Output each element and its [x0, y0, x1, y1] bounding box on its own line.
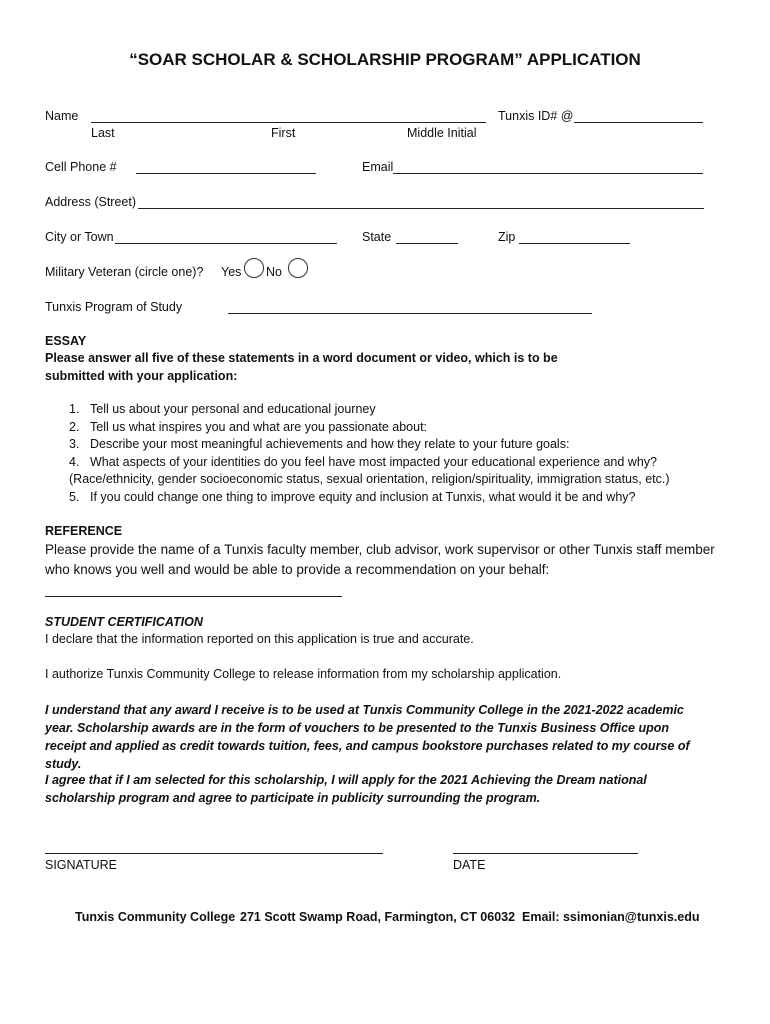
email-field[interactable]	[393, 173, 703, 174]
last-name-caption: Last	[91, 126, 115, 140]
reference-field[interactable]	[45, 596, 342, 597]
essay-item-text: Tell us about your personal and educational journey	[90, 402, 376, 416]
tunxis-id-label: Tunxis ID# @	[498, 109, 574, 123]
certification-agree: I agree that if I am selected for this scholarship, I will apply for the 2021 Achieving the Dream national scholarship program and agree to participate in publicity surrounding the program.	[45, 773, 647, 805]
certification-authorize: I authorize Tunxis Community College to release information from my scholarship application.	[45, 667, 562, 681]
essay-item-text: Describe your most meaningful achievements and how they relate to your future goals:	[90, 437, 570, 451]
essay-item-number: 1.	[69, 402, 80, 416]
veteran-yes-circle[interactable]	[244, 258, 264, 278]
certification-heading: STUDENT CERTIFICATION	[45, 615, 203, 629]
essay-item-note	[45, 471, 670, 489]
signature-field[interactable]	[45, 853, 383, 854]
reference-line2: who knows you well and would be able to provide a recommendation on your behalf:	[45, 562, 550, 577]
city-field[interactable]	[115, 243, 337, 244]
essay-item-text: Tell us what inspires you and what are you passionate about:	[90, 419, 428, 434]
veteran-no-label: No	[266, 265, 282, 279]
name-field[interactable]	[91, 122, 486, 123]
essay-item	[45, 489, 670, 507]
certification-declare: I declare that the information reported on this application is true and accurate.	[45, 632, 474, 646]
essay-item-number: 3.	[69, 437, 80, 451]
essay-item	[45, 454, 670, 472]
reference-line1: Please provide the name of a Tunxis faculty member, club advisor, work supervisor or other Tunxis staff member	[45, 542, 715, 557]
essay-item-number: 4.	[69, 454, 80, 469]
program-label: Tunxis Program of Study	[45, 300, 183, 314]
essay-questions	[45, 401, 670, 506]
name-label: Name	[45, 109, 79, 123]
essay-item	[45, 436, 670, 454]
essay-item-text: (Race/ethnicity, gender socioeconomic status, sexual orientation, religion/spirituality, immigration status, etc.)	[69, 472, 670, 486]
address-label: Address (Street)	[45, 195, 137, 209]
address-field[interactable]	[138, 208, 704, 209]
state-label: State	[362, 230, 392, 244]
middle-initial-caption: Middle Initial	[407, 126, 477, 140]
footer-address: 271 Scott Swamp Road, Farmington, CT 06032	[240, 910, 516, 924]
zip-field[interactable]	[519, 243, 630, 244]
reference-heading: REFERENCE	[45, 524, 123, 538]
date-field[interactable]	[453, 853, 638, 854]
page-title: “SOAR SCHOLAR & SCHOLARSHIP PROGRAM” APPLICATION	[129, 50, 641, 69]
essay-instruction-line1: Please answer all five of these statements in a word document or video, which is to be	[45, 351, 558, 365]
cell-phone-field[interactable]	[136, 173, 316, 174]
veteran-label: Military Veteran (circle one)?	[45, 265, 204, 279]
first-name-caption: First	[271, 126, 296, 140]
signature-label: SIGNATURE	[45, 858, 117, 872]
essay-item-text: What aspects of your identities do you feel have most impacted your educational experience and why?	[90, 454, 657, 469]
cell-phone-label: Cell Phone #	[45, 160, 117, 174]
essay-item-text: If you could change one thing to improve equity and inclusion at Tunxis, what would it be and why?	[90, 489, 636, 504]
footer-college: Tunxis Community College	[75, 910, 236, 924]
essay-item	[45, 401, 670, 419]
zip-label: Zip	[498, 230, 516, 244]
essay-item-number: 5.	[69, 489, 80, 504]
program-field[interactable]	[228, 313, 592, 314]
footer-email: Email: ssimonian@tunxis.edu	[522, 910, 700, 924]
essay-instruction-line2: submitted with your application:	[45, 369, 238, 383]
city-label: City or Town	[45, 230, 114, 244]
certification-understand: I understand that any award I receive is to be used at Tunxis Community College in the 2021-2022 academic year. Scholarship awards are in the form of vouchers to be presented to the Tunxis Business Office upon receipt and applied as credit towards tuition, fees, and campus bookstore purchases related to my course of study.	[45, 703, 690, 771]
tunxis-id-field[interactable]	[574, 122, 703, 123]
state-field[interactable]	[396, 243, 458, 244]
essay-heading: ESSAY	[45, 334, 87, 348]
essay-item-number: 2.	[69, 419, 80, 434]
essay-item	[45, 419, 670, 437]
veteran-yes-label: Yes	[221, 265, 242, 279]
veteran-no-circle[interactable]	[288, 258, 308, 278]
email-label: Email	[362, 160, 394, 174]
date-label: DATE	[453, 858, 486, 872]
